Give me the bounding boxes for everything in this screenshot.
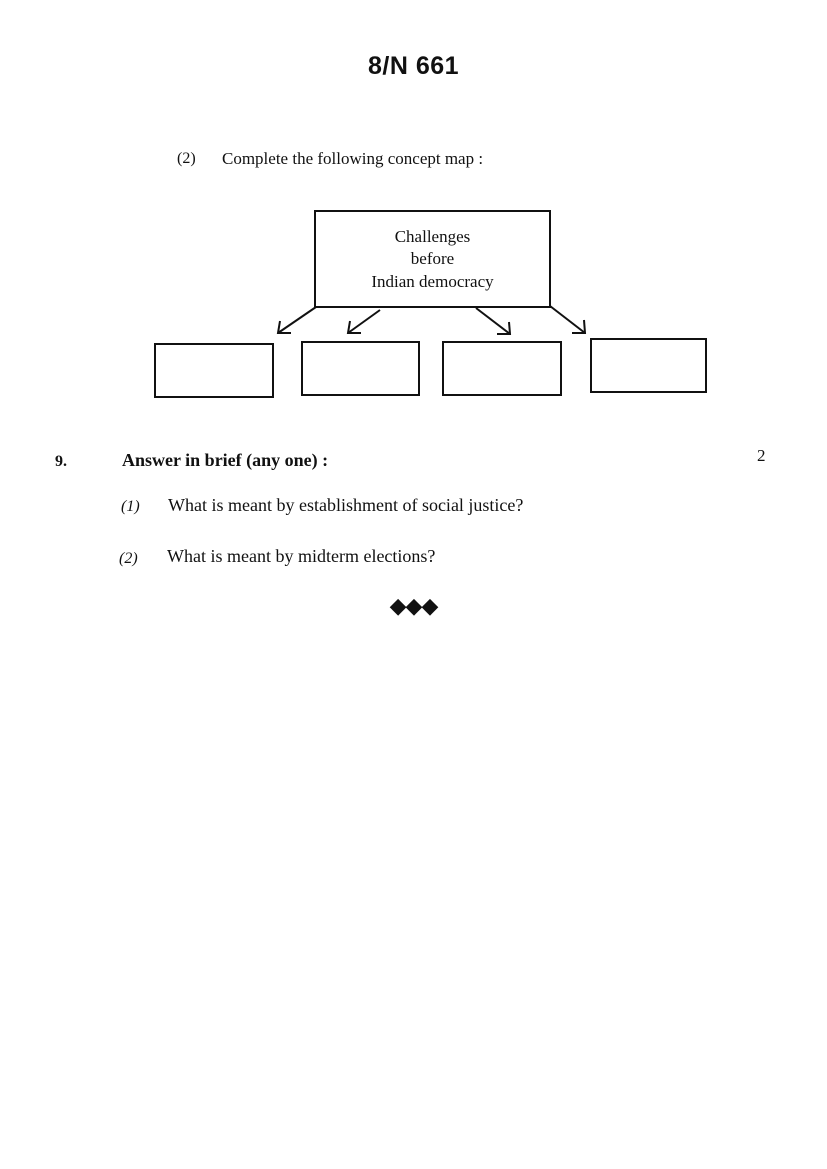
- empty-answer-box-2: [302, 342, 419, 395]
- option-number-2: (2): [119, 550, 138, 567]
- paper-code: 8/N 661: [367, 52, 460, 80]
- question-marks: 2: [757, 446, 766, 465]
- option-text-2: What is meant by midterm elections?: [167, 546, 436, 566]
- subquestion-number: (2): [177, 150, 196, 167]
- end-of-paper-marker: ◆◆◆: [389, 594, 438, 619]
- subquestion-instruction: Complete the following concept map :: [222, 149, 484, 168]
- option-text-1: What is meant by establishment of social justice?: [168, 495, 524, 515]
- arrow-3: [476, 308, 510, 334]
- empty-answer-box-4: [591, 339, 706, 392]
- option-number-1: (1): [121, 498, 140, 515]
- question-number: 9.: [55, 453, 67, 470]
- central-node-line-1: Challenges: [394, 227, 471, 246]
- question-heading: Answer in brief (any one) :: [122, 450, 329, 470]
- arrow-2: [348, 310, 380, 333]
- arrow-4: [550, 306, 585, 333]
- concept-map: [0, 0, 827, 420]
- empty-answer-box-1: [155, 344, 273, 397]
- arrow-1: [278, 307, 316, 333]
- central-node-line-3: Indian democracy: [371, 272, 494, 291]
- central-node-line-2: before: [410, 249, 455, 268]
- empty-answer-box-3: [443, 342, 561, 395]
